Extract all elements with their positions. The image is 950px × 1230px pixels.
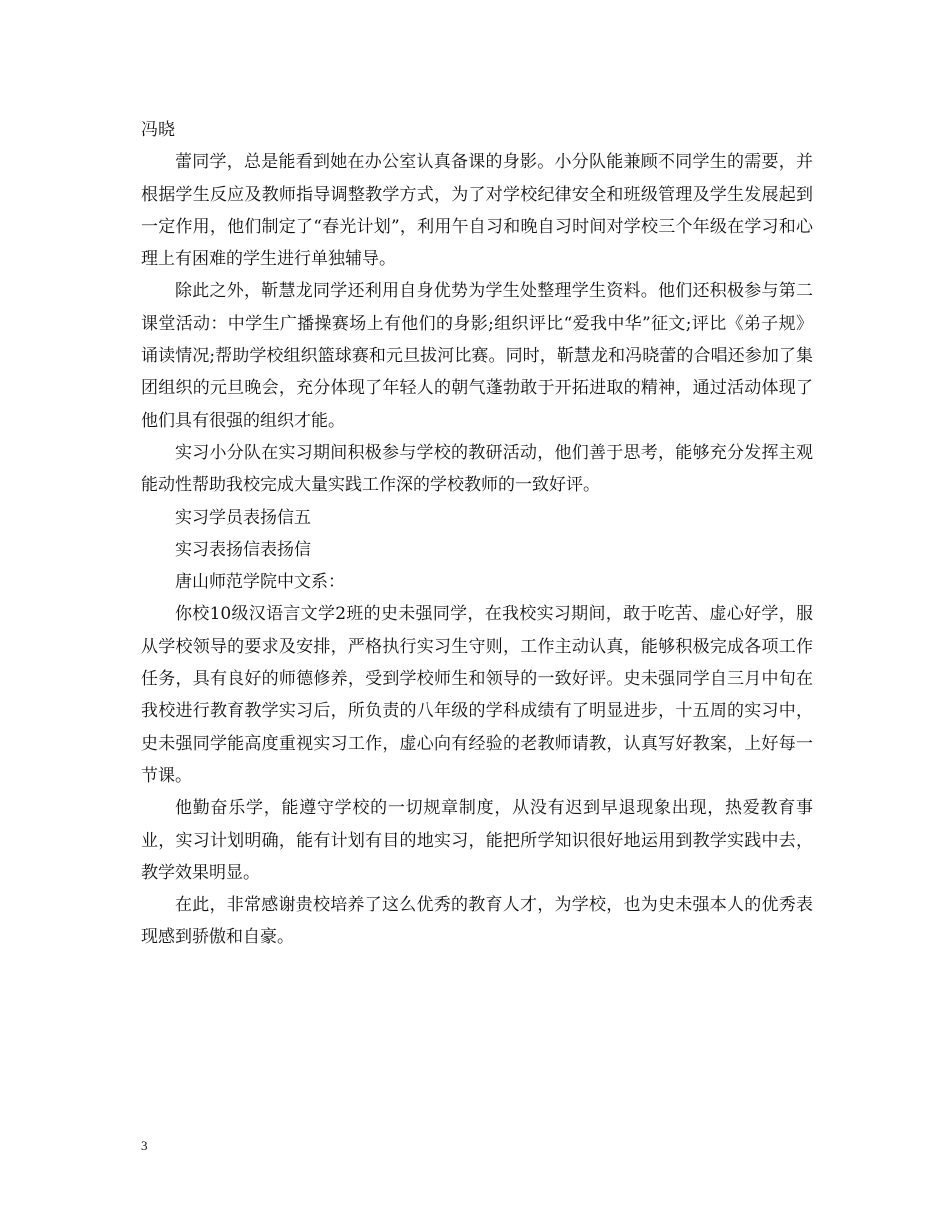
- paragraph-4: 实习小分队在实习期间积极参与学校的教研活动，他们善于思考，能够充分发挥主观能动性帮助我校完成大量实践工作深的学校教师的一致好评。: [141, 442, 813, 496]
- paragraph-8: 你校10级汉语言文学2班的史未强同学，在我校实习期间，敢于吃苦、虚心好学，服从学校领导的要求及安排，严格执行实习生守则，工作主动认真，能够积极完成各项工作任务，具有良好的师德修养，受到学校师生和领导的一致好评。史未强同学自三月中旬在我校进行教育教学实习后，所负责的八年级的学科成绩有了明显进步，十五周的实习中，史未强同学能高度重视实习工作，虚心向有经验的老教师请教，认真写好教案，上好每一节课。: [141, 604, 813, 786]
- page-number: 3: [141, 1138, 148, 1153]
- paragraph-2: 蕾同学，总是能看到她在办公室认真备课的身影。小分队能兼顾不同学生的需要，并根据学生反应及教师指导调整教学方式，为了对学校纪律安全和班级管理及学生发展起到一定作用，他们制定了“春光计划”，利用午自习和晚自习时间对学校三个年级在学习和心理上有困难的学生进行单独辅导。: [141, 152, 813, 270]
- paragraph-10: 在此，非常感谢贵校培养了这么优秀的教育人才，为学校，也为史未强本人的优秀表现感到骄傲和自豪。: [141, 895, 813, 948]
- paragraph-1: 冯晓: [141, 120, 175, 140]
- salutation: 唐山师范学院中文系：: [175, 572, 345, 593]
- document-body: [141, 114, 813, 954]
- paragraph-3: 除此之外，靳慧龙同学还利用自身优势为学生处整理学生资料。他们还积极参与第二课堂活动：中学生广播操赛场上有他们的身影;组织评比“爱我中华”征文;评比《弟子规》诵读情况;帮助学校组织篮球赛和元旦拔河比赛。同时，靳慧龙和冯晓蕾的合唱还参加了集团组织的元旦晚会，充分体现了年轻人的朝气蓬勃敢于开拓进取的精神，通过活动体现了他们具有很强的组织才能。: [141, 281, 813, 431]
- heading-praise-letter-five: 实习学员表扬信五: [175, 507, 311, 528]
- heading-praise-letter: 实习表扬信表扬信: [175, 539, 311, 560]
- paragraph-9: 他勤奋乐学，能遵守学校的一切规章制度，从没有迟到早退现象出现，热爱教育事业，实习计划明确，能有计划有目的地实习，能把所学知识很好地运用到教学实践中去，教学效果明显。: [141, 798, 813, 883]
